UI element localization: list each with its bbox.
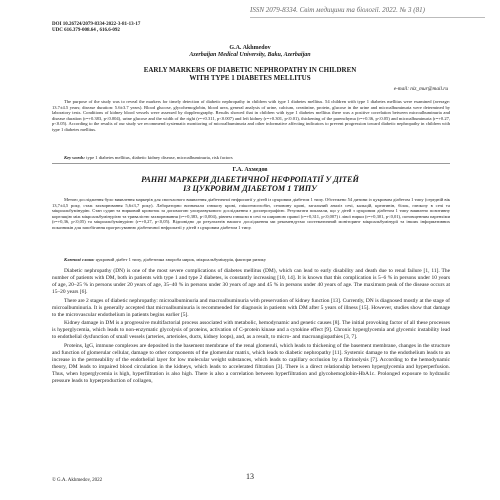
article-title-ua <box>0 175 500 194</box>
author-email: e-mail: niz_mur@mail.ru <box>393 86 448 92</box>
author-affiliation-en: Azerbaijan Medical University, Baku, Azerbaijan <box>189 52 311 58</box>
page-number: 13 <box>246 472 254 481</box>
section-divider <box>52 163 450 164</box>
udc-line: UDC 616.379-008.64 , 616.6-092 <box>52 28 120 34</box>
title-en-line-1: EARLY MARKERS OF DIABETIC NEPHROPATHY IN CHILDREN <box>143 66 357 74</box>
body-paragraph: Kidney damage in DM is a progressive multifactorial process associated with metabolic, hemodynamic and genetic causes [8]. The initial provoking factor of all these processes is hyperglycemia, which leads to non-enzymatic glycolysis of proteins, activation of C-protein kinase and a cytokine effect [9]. Chronic hyperglycemia and glycemic instability lead to endothelial dysfunction of small vessels (arteries, arterioles, ducts, kidney loops), and, as a result, to micro- and macroangiopathies [3, 7]. <box>52 320 450 341</box>
body-paragraph: There are 2 stages of diabetic nephropathy: microalbuminuria and macroalbuminuria with preservation of kidney function [13]. Currently, DN is diagnosed mostly at the stage of microalbuminuria. It is generally accepted that microalbuminuria is recommended for diagnosis in patients with DM after 5 years of illness [15]. However, studies show that damage to the microvascular endothelium in patients begins earlier [5]. <box>52 297 450 318</box>
title-ua-line-2: ІЗ ЦУКРОВИМ ДІАБЕТОМ 1 ТИПУ <box>183 184 317 194</box>
article-identifiers <box>52 22 140 34</box>
keywords-en-label: Key words: <box>64 155 86 160</box>
author-block-en <box>0 45 500 59</box>
keywords-en <box>64 155 450 161</box>
article-body <box>52 268 450 387</box>
title-ua-line-1: РАННІ МАРКЕРИ ДІАБЕТИЧНОЇ НЕФРОПАТІЇ У ДІТЕЙ <box>141 175 359 184</box>
journal-running-header: ISSN 2079-8334. Світ медицини та біології. 2022. № 3 (81) <box>250 6 485 18</box>
keywords-ua-text: цукровий діабет 1 типу, діабетична хвороба нирок, мікроальбумінурія, фактори ризику <box>95 257 266 262</box>
article-title-en <box>0 66 500 83</box>
keywords-ua-label: Ключові слова: <box>64 257 95 262</box>
copyright-notice: © G.A. Akhmedov, 2022 <box>52 478 103 483</box>
abstract-ua: Метою дослідження було виявлення маркерів для своєчасного виявлення діабетичної нефропатії у дітей із цукровим діабетом 1 типу. Обстежено 54 дитини із цукровим діабетом 1 типу (середній вік 13,7±4,5 року, стаж захворювання 5,6±3,7 року). Лабораторно визначали глюкозу крові, глікогемоглобін, сечовину крові, загальний аналіз сечі, кальцій, креатинін, білок, глюкозу в сечі та мікроальбумінурію. Стан судин та нирковий кровоток за допомогою ультразвукового дослідження з доплерографією. Результати показали, що у дітей з цукровим діабетом 1 типу виявлено позитивну кореляцію між мікроальбумінурією та тривалістю захворювання (r=+0,383, p<0,004), рівнем глюкози в сечі та шириною правої (r=+0,311, p<0,007) і лівої нирки (r=+0,301, p<0,01), потовщенням паренхіми (r=+0,36, p<0,05) та мікроальбумінурією (r=+0,27, p<0,05). Відповідно до результатів нашого дослідження ми рекомендуємо систематичний моніторинг мікроальбумінурії та інших інформативних показників для запобігання прогресуванню діабетичної нефропатії у дітей з цукровим діабетом 1 типу. <box>52 197 450 230</box>
keywords-ua <box>64 257 450 263</box>
author-block-ua <box>0 167 500 174</box>
body-paragraph: Proteins, IgG, immune complexes are deposited in the basement membrane of the renal glomeruli, which leads to thickening of the basement membrane, changes in the structure and function of glomerular cellular, damage to other components of the glomerular matrix, which leads to diabetic nephropathy [11]. Systemic damage to the endothelium leads to an increase in the permeability of the endothelial layer for low molecular weight substances, which leads to capillary occlusion by a fibrinolysis [7]. According to the hemodynamic theory, DM leads to impaired blood circulation in the kidneys, which leads to accelerated filtration [3]. There is a direct relationship between hyperglycemia and hyperperfusion. Thus, when hyperglycemia is high, hyperfiltration is also high. There is also a correlation between hyperfiltration and glycohemoglobin-HbA1c. Prolonged exposure to hydraulic pressure leads to hyperproduction of collagen, <box>52 342 450 385</box>
author-name-en: G.A. Akhmedov <box>229 45 271 51</box>
title-en-line-2: WITH TYPE 1 DIABETES MELLITUS <box>189 74 311 83</box>
keywords-en-text: type 1 diabetes mellitus, diabetic kidney disease, microalbuminuria, risk factors <box>86 155 233 160</box>
body-paragraph: Diabetic nephropathy (DN) is one of the most severe complications of diabetes mellitus (DM), which can lead to early disability and death due to renal failure [1, 11]. The number of patients with DM, both in patients with type 1 and type 2 diabetes, is constantly increasing [10, 14]. It is known that this complication is 5–6 % in persons under 10 years of age, 20–25 % in persons under 20 years of age, 35–40 % in persons under 30 years of age and 45 % in persons under 40 years of age. The maximum peak of the disease occurs at 15–20 years [6]. <box>52 268 450 296</box>
abstract-en: The purpose of the study was to reveal the markers for timely detection of diabetic nephropathy in children with type 1 diabetes mellitus. 54 children with type 1 diabetes mellitus were examined (average: 13.7±4.5 years; disease duration: 5.6±3.7 years). Blood glucose, glycohemoglobin, blood urea, general analysis of urine, calcium, creatinine, protein, glucose in the urine and microalbuminuria were determined by laboratory tests. Conditions of kidney blood vessels were assessed by dopplerography. Results showed that in children with type 1 diabetes mellitus there was a positive correlation between microalbuminuria and disease duration (r=+0.383, p<0.004), urine glucose and the width of the right (r=+0.311, p<0.007) and left kidney (r=+0.301, p<0.01), thickening of the parenchyma (r=+0.36, p<0.05) and microalbuminuria (r=+0.27, p<0.05). According to the results of our study we recommend systematic monitoring of microalbuminuria and other informative affecting indicators to prevent progression toward diabetic nephropathy in children with type 1 diabetes mellitus. <box>52 99 450 132</box>
doi-line: DOI 10.26724/2079-8334-2022-3-81-13-17 <box>52 22 141 27</box>
author-name-ua: Г.А. Ахмедов <box>232 167 268 173</box>
